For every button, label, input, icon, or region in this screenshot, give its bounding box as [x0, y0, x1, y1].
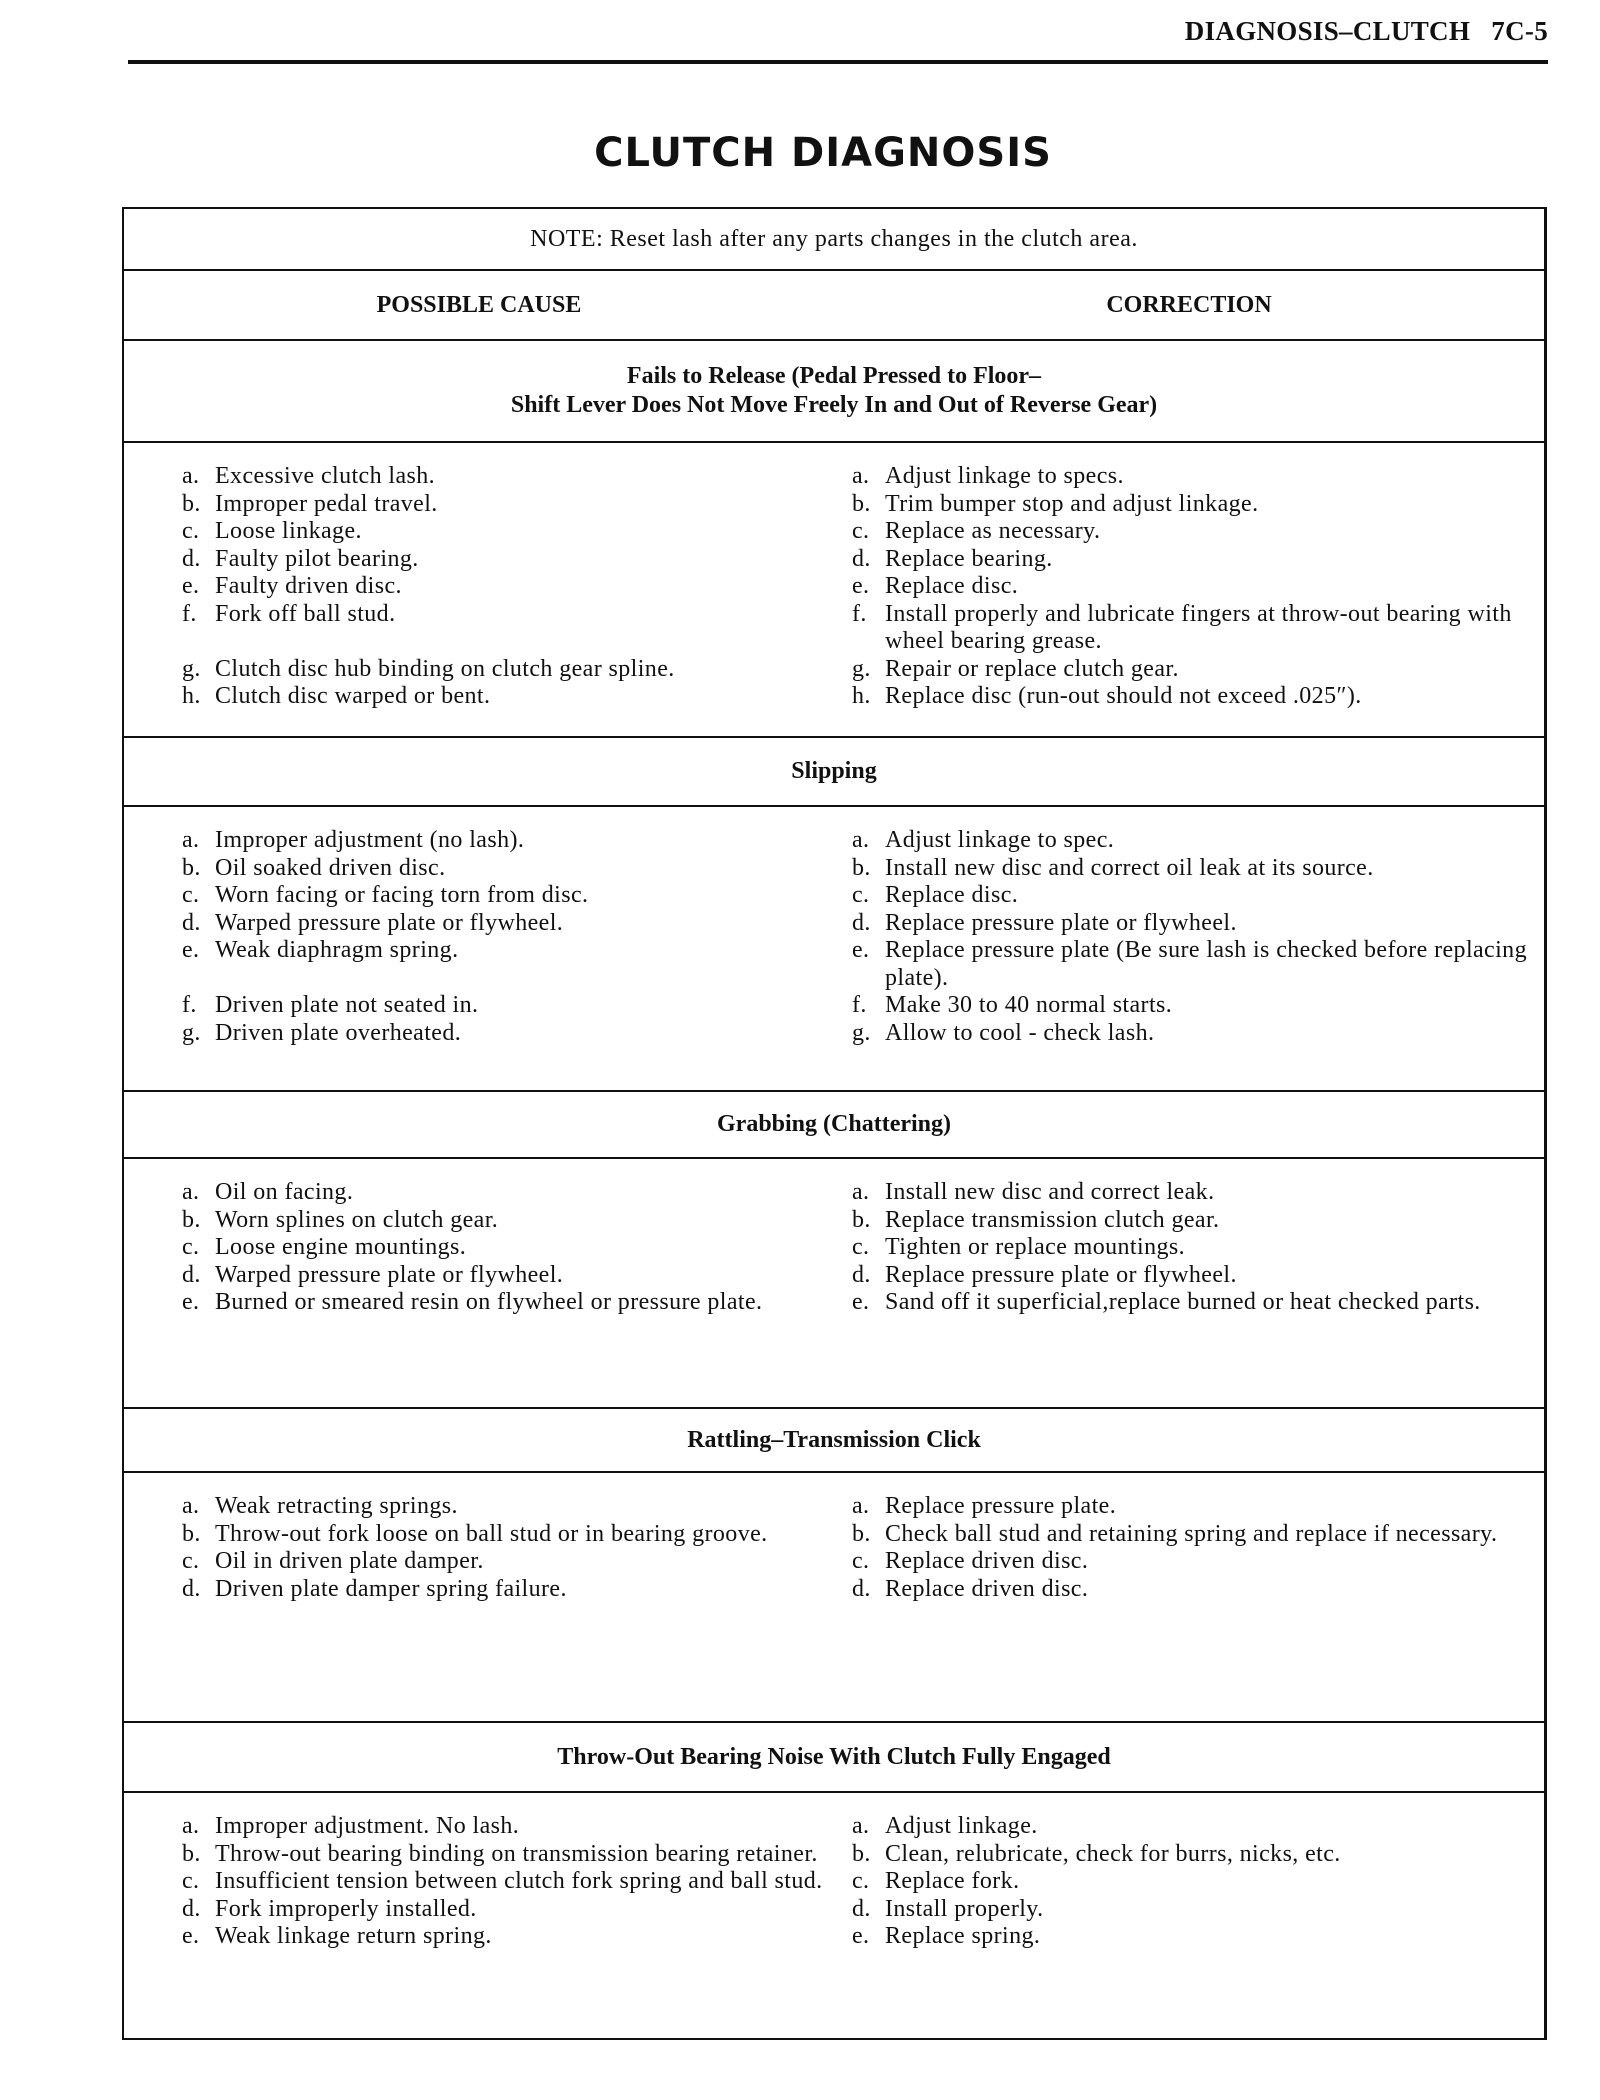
cause-text: Fork off ball stud.: [215, 600, 396, 627]
correction-cell: [852, 1868, 1544, 1896]
correction-text: Replace pressure plate (Be sure lash is checked before replacing plate).: [885, 937, 1527, 991]
table-row: [124, 1262, 1544, 1290]
item-letter: a.: [852, 827, 870, 853]
correction-cell: [852, 855, 1544, 883]
item-letter: e.: [182, 1289, 200, 1315]
cause-text: Warped pressure plate or flywheel.: [215, 909, 564, 936]
correction-cell: [852, 1521, 1544, 1549]
item-letter: e.: [182, 573, 200, 599]
table-row: [124, 827, 1544, 855]
item-letter: d.: [182, 1261, 201, 1288]
table-row: [124, 1868, 1544, 1896]
item-letter: a.: [182, 1813, 200, 1839]
item-letter: e.: [182, 1923, 200, 1949]
cause-cell: [124, 992, 852, 1020]
cause-text: Driven plate overheated.: [215, 1019, 462, 1046]
cause-cell: [124, 1548, 852, 1576]
correction-cell: [852, 1813, 1544, 1841]
correction-text: Clean, relubricate, check for burrs, nicks, etc.: [885, 1840, 1341, 1867]
correction-cell: [852, 1179, 1544, 1207]
item-letter: f.: [182, 992, 197, 1018]
item-letter: g.: [182, 1019, 201, 1046]
table-row: [124, 992, 1544, 1020]
item-letter: c.: [852, 518, 870, 544]
table-row: [124, 683, 1544, 711]
section-heading-line: Throw-Out Bearing Noise With Clutch Fully Engaged: [557, 1743, 1111, 1770]
section-body: [124, 807, 1544, 1092]
correction-cell: [852, 827, 1544, 855]
cause-text: Insufficient tension between clutch fork spring and ball stud.: [215, 1868, 823, 1894]
item-letter: b.: [852, 1840, 871, 1867]
table-row: [124, 855, 1544, 883]
correction-cell: [852, 1923, 1544, 1951]
correction-text: Install properly.: [885, 1895, 1044, 1922]
cause-text: Oil in driven plate damper.: [215, 1548, 484, 1574]
section-heading-line: Slipping: [791, 758, 877, 784]
correction-text: Sand off it superficial,replace burned or heat checked parts.: [885, 1289, 1481, 1315]
table-row: [124, 1521, 1544, 1549]
cause-cell: [124, 1493, 852, 1521]
correction-cell: [852, 601, 1544, 656]
cause-text: Loose linkage.: [215, 518, 362, 544]
correction-text: Install new disc and correct oil leak at its source.: [885, 854, 1374, 881]
correction-text: Make 30 to 40 normal starts.: [885, 992, 1173, 1018]
cause-cell: [124, 573, 852, 601]
item-letter: a.: [852, 1179, 870, 1205]
section-heading-line: Grabbing (Chattering): [717, 1111, 951, 1137]
item-letter: f.: [182, 600, 197, 627]
item-letter: d.: [852, 545, 871, 572]
item-letter: h.: [852, 683, 871, 709]
cause-cell: [124, 1923, 852, 1951]
cause-cell: [124, 518, 852, 546]
item-letter: b.: [852, 854, 871, 881]
cause-cell: [124, 1896, 852, 1924]
item-letter: b.: [852, 490, 871, 517]
table-row: [124, 1841, 1544, 1869]
correction-cell: [852, 683, 1544, 711]
cause-text: Burned or smeared resin on flywheel or pressure plate.: [215, 1289, 763, 1315]
cause-cell: [124, 1521, 852, 1549]
item-letter: c.: [852, 882, 870, 908]
table-row: [124, 1207, 1544, 1235]
cause-cell: [124, 463, 852, 491]
item-letter: d.: [182, 1575, 201, 1602]
item-letter: b.: [182, 490, 201, 517]
table-row: [124, 1289, 1544, 1317]
correction-cell: [852, 546, 1544, 574]
table-row: [124, 1020, 1544, 1048]
correction-text: Replace pressure plate.: [885, 1493, 1117, 1519]
cause-text: Worn facing or facing torn from disc.: [215, 882, 589, 908]
item-letter: b.: [852, 1206, 871, 1233]
cause-text: Improper adjustment (no lash).: [215, 827, 525, 853]
item-letter: d.: [852, 909, 871, 936]
table-row: [124, 463, 1544, 491]
table-row: [124, 1896, 1544, 1924]
item-letter: d.: [182, 545, 201, 572]
item-letter: c.: [182, 518, 200, 544]
cause-text: Improper pedal travel.: [215, 490, 438, 517]
cause-text: Loose engine mountings.: [215, 1234, 467, 1260]
cause-text: Clutch disc hub binding on clutch gear spline.: [215, 655, 675, 682]
section-heading-line: Fails to Release (Pedal Pressed to Floor–: [626, 363, 1042, 389]
cause-text: Weak diaphragm spring.: [215, 937, 459, 963]
item-letter: a.: [182, 827, 200, 853]
cause-text: Oil on facing.: [215, 1179, 354, 1205]
correction-cell: [852, 1289, 1544, 1317]
item-letter: d.: [852, 1575, 871, 1602]
item-letter: f.: [852, 600, 867, 627]
possible-cause-header: POSSIBLE CAUSE: [376, 291, 582, 318]
correction-cell: [852, 491, 1544, 519]
section-heading: [124, 1092, 1544, 1159]
correction-text: Replace transmission clutch gear.: [885, 1206, 1220, 1233]
section-heading-line: Rattling–Transmission Click: [687, 1426, 981, 1453]
cause-cell: [124, 1020, 852, 1048]
table-row: [124, 937, 1544, 992]
correction-text: Install new disc and correct leak.: [885, 1179, 1215, 1205]
cause-text: Throw-out bearing binding on transmission bearing retainer.: [215, 1840, 818, 1867]
item-letter: c.: [182, 1234, 200, 1260]
correction-header: CORRECTION: [1106, 291, 1272, 318]
cause-cell: [124, 1179, 852, 1207]
correction-text: Allow to cool - check lash.: [885, 1019, 1155, 1046]
correction-cell: [852, 518, 1544, 546]
section-body: [124, 1793, 1544, 2038]
cause-text: Excessive clutch lash.: [215, 463, 436, 489]
cause-cell: [124, 1813, 852, 1841]
table-row: [124, 1179, 1544, 1207]
correction-cell: [852, 1262, 1544, 1290]
cause-text: Driven plate damper spring failure.: [215, 1575, 567, 1602]
cause-cell: [124, 882, 852, 910]
table-row: [124, 491, 1544, 519]
section-body: [124, 443, 1544, 738]
correction-cell: [852, 910, 1544, 938]
correction-text: Replace driven disc.: [885, 1575, 1089, 1602]
item-letter: b.: [182, 854, 201, 881]
correction-cell: [852, 573, 1544, 601]
cause-text: Throw-out fork loose on ball stud or in bearing groove.: [215, 1520, 768, 1547]
item-letter: a.: [182, 1179, 200, 1205]
page-title: CLUTCH DIAGNOSIS: [594, 130, 1052, 176]
correction-text: Replace disc.: [885, 882, 1019, 908]
cause-cell: [124, 1841, 852, 1869]
item-letter: a.: [182, 463, 200, 489]
correction-text: Check ball stud and retaining spring and replace if necessary.: [885, 1520, 1498, 1547]
cause-cell: [124, 656, 852, 684]
table-row: [124, 1813, 1544, 1841]
correction-cell: [852, 937, 1544, 992]
item-letter: e.: [852, 573, 870, 599]
item-letter: e.: [182, 937, 200, 963]
item-letter: b.: [182, 1520, 201, 1547]
correction-cell: [852, 656, 1544, 684]
column-header-row: [124, 271, 1544, 341]
section-heading: [124, 1409, 1544, 1473]
correction-cell: [852, 1234, 1544, 1262]
item-letter: h.: [182, 683, 201, 709]
cause-cell: [124, 827, 852, 855]
table-row: [124, 1234, 1544, 1262]
item-letter: d.: [852, 1895, 871, 1922]
correction-cell: [852, 1493, 1544, 1521]
correction-text: Adjust linkage to spec.: [885, 827, 1115, 853]
item-letter: d.: [182, 1895, 201, 1922]
correction-text: Repair or replace clutch gear.: [885, 655, 1179, 682]
cause-text: Driven plate not seated in.: [215, 992, 479, 1018]
item-letter: a.: [852, 1493, 870, 1519]
table-row: [124, 546, 1544, 574]
cause-cell: [124, 1576, 852, 1604]
cause-text: Worn splines on clutch gear.: [215, 1206, 499, 1233]
cause-cell: [124, 1234, 852, 1262]
cause-text: Improper adjustment. No lash.: [215, 1813, 520, 1839]
item-letter: b.: [182, 1840, 201, 1867]
item-letter: f.: [852, 992, 867, 1018]
correction-cell: [852, 1576, 1544, 1604]
cause-cell: [124, 601, 852, 656]
correction-cell: [852, 1020, 1544, 1048]
cause-cell: [124, 683, 852, 711]
table-row: [124, 1923, 1544, 1951]
table-row: [124, 882, 1544, 910]
cause-text: Weak retracting springs.: [215, 1493, 458, 1519]
cause-text: Weak linkage return spring.: [215, 1923, 492, 1949]
item-letter: d.: [182, 909, 201, 936]
correction-text: Replace pressure plate or flywheel.: [885, 1261, 1237, 1288]
correction-text: Replace disc.: [885, 573, 1019, 599]
table-row: [124, 1493, 1544, 1521]
correction-text: Replace as necessary.: [885, 518, 1101, 544]
item-letter: c.: [852, 1548, 870, 1574]
correction-text: Replace bearing.: [885, 545, 1053, 572]
item-letter: e.: [852, 1923, 870, 1949]
table-row: [124, 1548, 1544, 1576]
correction-cell: [852, 992, 1544, 1020]
item-letter: a.: [182, 1493, 200, 1519]
correction-cell: [852, 1896, 1544, 1924]
correction-cell: [852, 463, 1544, 491]
item-letter: e.: [852, 1289, 870, 1315]
item-letter: g.: [852, 1019, 871, 1046]
table-row: [124, 656, 1544, 684]
table-row: [124, 1576, 1544, 1604]
item-letter: g.: [182, 655, 201, 682]
correction-text: Replace driven disc.: [885, 1548, 1089, 1574]
correction-cell: [852, 1207, 1544, 1235]
cause-cell: [124, 1289, 852, 1317]
item-letter: c.: [182, 882, 200, 908]
correction-text: Install properly and lubricate fingers at throw-out bearing with wheel bearing grease.: [885, 600, 1512, 654]
section-heading: [124, 341, 1544, 443]
item-letter: b.: [852, 1520, 871, 1547]
item-letter: c.: [182, 1548, 200, 1574]
correction-cell: [852, 1548, 1544, 1576]
correction-text: Replace fork.: [885, 1868, 1020, 1894]
cause-cell: [124, 1262, 852, 1290]
header-rule: [128, 60, 1548, 64]
correction-text: Replace disc (run-out should not exceed .025″).: [885, 683, 1362, 709]
item-letter: b.: [182, 1206, 201, 1233]
correction-text: Replace pressure plate or flywheel.: [885, 909, 1237, 936]
cause-cell: [124, 855, 852, 883]
item-letter: g.: [852, 655, 871, 682]
item-letter: c.: [852, 1234, 870, 1260]
cause-text: Faulty driven disc.: [215, 573, 402, 599]
section-heading-line: Shift Lever Does Not Move Freely In and Out of Reverse Gear): [510, 392, 1158, 418]
correction-cell: [852, 882, 1544, 910]
section-heading: [124, 738, 1544, 807]
correction-text: Replace spring.: [885, 1923, 1041, 1949]
correction-text: Adjust linkage to specs.: [885, 463, 1124, 489]
cause-text: Warped pressure plate or flywheel.: [215, 1261, 564, 1288]
section-heading: [124, 1723, 1544, 1793]
cause-text: Fork improperly installed.: [215, 1895, 477, 1922]
running-head: DIAGNOSIS–CLUTCH 7C-5: [1184, 16, 1548, 46]
table-row: [124, 910, 1544, 938]
cause-text: Clutch disc warped or bent.: [215, 683, 491, 709]
table-row: [124, 573, 1544, 601]
section-body: [124, 1473, 1544, 1723]
section-body: [124, 1159, 1544, 1409]
correction-text: Tighten or replace mountings.: [885, 1234, 1186, 1260]
cause-cell: [124, 546, 852, 574]
cause-cell: [124, 491, 852, 519]
correction-text: Trim bumper stop and adjust linkage.: [885, 490, 1259, 517]
cause-cell: [124, 1207, 852, 1235]
item-letter: a.: [852, 1813, 870, 1839]
item-letter: d.: [852, 1261, 871, 1288]
item-letter: e.: [852, 937, 870, 963]
note-row: NOTE: Reset lash after any parts changes in the clutch area.: [124, 209, 1544, 271]
cause-text: Faulty pilot bearing.: [215, 545, 419, 572]
table-row: [124, 518, 1544, 546]
item-letter: c.: [852, 1868, 870, 1894]
item-letter: a.: [852, 463, 870, 489]
item-letter: c.: [182, 1868, 200, 1894]
correction-cell: [852, 1841, 1544, 1869]
diagnosis-table: [122, 207, 1547, 2040]
cause-cell: [124, 910, 852, 938]
cause-text: Oil soaked driven disc.: [215, 854, 446, 881]
correction-text: Adjust linkage.: [885, 1813, 1038, 1839]
cause-cell: [124, 1868, 852, 1896]
cause-cell: [124, 937, 852, 992]
table-row: [124, 601, 1544, 656]
